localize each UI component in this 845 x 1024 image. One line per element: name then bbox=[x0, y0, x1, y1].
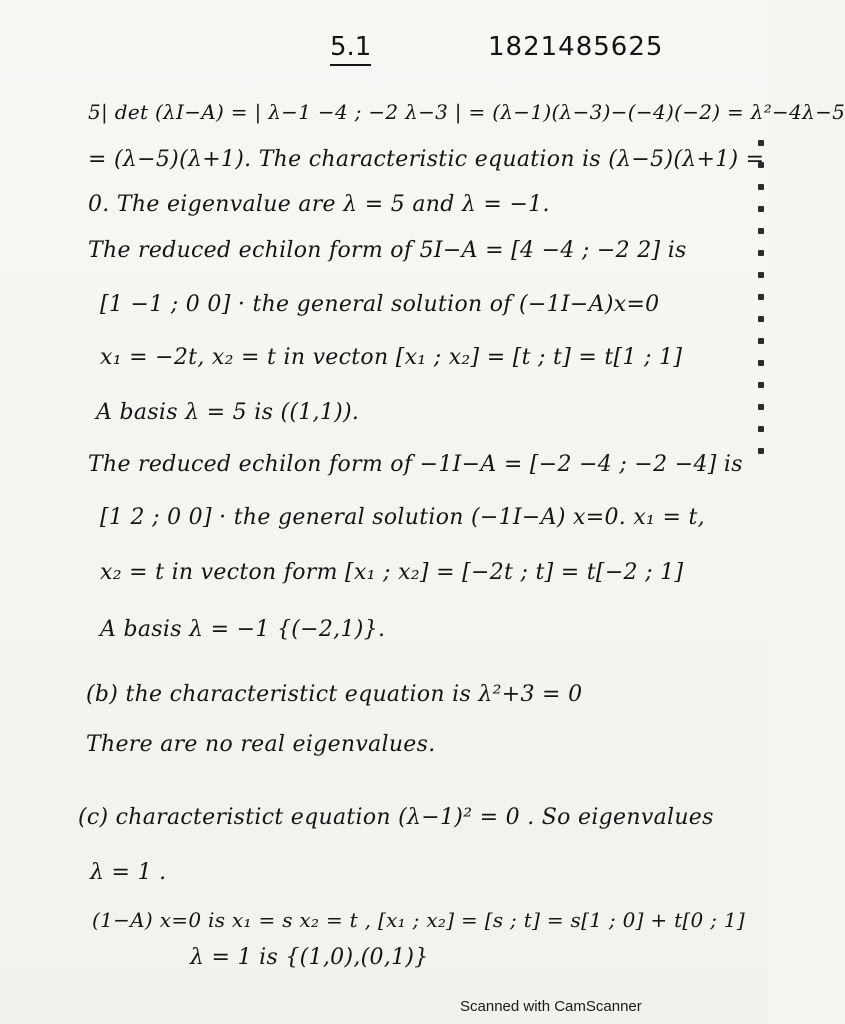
handwritten-line: λ = 1 is {(1,0),(0,1)} bbox=[190, 945, 429, 970]
handwritten-line: The reduced echilon form of −1I−A = [−2 −4 ; −2 −4] is bbox=[88, 452, 743, 477]
handwritten-line: (1−A) x=0 is x₁ = s x₂ = t , [x₁ ; x₂] = [s ; t] = s[1 ; 0] + t[0 ; 1] bbox=[92, 908, 746, 932]
handwritten-line: A basis λ = −1 {(−2,1)}. bbox=[100, 617, 386, 642]
binder-hole bbox=[758, 184, 764, 190]
handwritten-line: 0. The eigenvalue are λ = 5 and λ = −1. bbox=[88, 192, 550, 217]
handwritten-line: There are no real eigenvalues. bbox=[86, 732, 436, 757]
handwritten-line: = (λ−5)(λ+1). The characteristic equation is (λ−5)(λ+1) = bbox=[88, 147, 765, 172]
binder-hole bbox=[758, 272, 764, 278]
handwritten-line: The reduced echilon form of 5I−A = [4 −4 ; −2 2] is bbox=[88, 238, 687, 263]
handwritten-line: A basis λ = 5 is ((1,1)). bbox=[96, 400, 360, 425]
binder-hole bbox=[758, 382, 764, 388]
scanner-watermark: Scanned with CamScanner bbox=[460, 998, 642, 1015]
handwritten-line: (c) characteristict equation (λ−1)² = 0 . So eigenvalues bbox=[78, 805, 714, 830]
section-title: 5.1 bbox=[330, 32, 371, 66]
student-id: 1821485625 bbox=[488, 32, 664, 62]
handwritten-line: [1 −1 ; 0 0] · the general solution of (−1I−A)x=0 bbox=[100, 292, 660, 317]
binder-hole bbox=[758, 360, 764, 366]
handwritten-line: x₂ = t in vecton form [x₁ ; x₂] = [−2t ; t] = t[−2 ; 1] bbox=[100, 560, 684, 585]
handwritten-line: (b) the characteristict equation is λ²+3 = 0 bbox=[86, 682, 583, 707]
handwritten-line: 5| det (λI−A) = | λ−1 −4 ; −2 λ−3 | = (λ−1)(λ−3)−(−4)(−2) = λ²−4λ−5 bbox=[88, 100, 845, 124]
handwritten-line: x₁ = −2t, x₂ = t in vecton [x₁ ; x₂] = [t ; t] = t[1 ; 1] bbox=[100, 345, 683, 370]
binder-hole bbox=[758, 140, 764, 146]
handwritten-line: [1 2 ; 0 0] · the general solution (−1I−A) x=0. x₁ = t, bbox=[100, 505, 705, 530]
binder-hole bbox=[758, 206, 764, 212]
handwritten-line: λ = 1 . bbox=[90, 860, 167, 885]
binder-hole bbox=[758, 316, 764, 322]
binder-hole bbox=[758, 250, 764, 256]
binder-hole bbox=[758, 426, 764, 432]
binder-hole bbox=[758, 338, 764, 344]
binder-holes bbox=[758, 140, 766, 470]
binder-hole bbox=[758, 228, 764, 234]
binder-hole bbox=[758, 294, 764, 300]
binder-hole bbox=[758, 448, 764, 454]
binder-hole bbox=[758, 404, 764, 410]
